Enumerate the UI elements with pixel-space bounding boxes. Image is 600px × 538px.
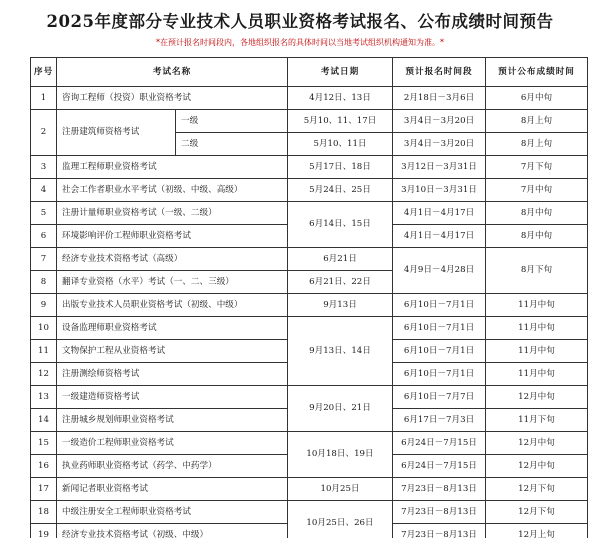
score-time: 12月上旬 bbox=[486, 524, 588, 538]
row-no: 19 bbox=[31, 524, 57, 538]
reg-period: 3月4日－3月20日 bbox=[393, 133, 486, 156]
table-row bbox=[31, 501, 588, 524]
exam-date: 10月25日、26日 bbox=[288, 501, 393, 538]
exam-name: 注册测绘师资格考试 bbox=[57, 363, 288, 386]
exam-date: 9月13日 bbox=[288, 294, 393, 317]
score-time: 11月中旬 bbox=[486, 363, 588, 386]
exam-name: 咨询工程师（投资）职业资格考试 bbox=[57, 87, 288, 110]
exam-level: 一级 bbox=[176, 110, 288, 133]
exam-name: 经济专业技术资格考试（初级、中级） bbox=[57, 524, 288, 538]
score-time: 8月上旬 bbox=[486, 110, 588, 133]
table-row bbox=[31, 179, 588, 202]
exam-name: 经济专业技术资格考试（高级） bbox=[57, 248, 288, 271]
row-no: 16 bbox=[31, 455, 57, 478]
reg-period: 6月10日－7月1日 bbox=[393, 340, 486, 363]
exam-date: 5月17日、18日 bbox=[288, 156, 393, 179]
row-no: 11 bbox=[31, 340, 57, 363]
row-no: 10 bbox=[31, 317, 57, 340]
reg-period: 6月17日－7月3日 bbox=[393, 409, 486, 432]
row-no: 13 bbox=[31, 386, 57, 409]
table-row bbox=[31, 478, 588, 501]
reg-period: 6月10日－7月1日 bbox=[393, 294, 486, 317]
row-no: 9 bbox=[31, 294, 57, 317]
row-no: 12 bbox=[31, 363, 57, 386]
reg-period: 4月1日－4月17日 bbox=[393, 202, 486, 225]
exam-name: 新闻记者职业资格考试 bbox=[57, 478, 288, 501]
score-time: 11月中旬 bbox=[486, 317, 588, 340]
row-no: 5 bbox=[31, 202, 57, 225]
exam-name: 中级注册安全工程师职业资格考试 bbox=[57, 501, 288, 524]
row-no: 3 bbox=[31, 156, 57, 179]
row-no: 2 bbox=[31, 110, 57, 156]
exam-name: 出版专业技术人员职业资格考试（初级、中级） bbox=[57, 294, 288, 317]
reg-period: 6月24日－7月15日 bbox=[393, 432, 486, 455]
exam-level: 二级 bbox=[176, 133, 288, 156]
exam-date: 6月21日 bbox=[288, 248, 393, 271]
exam-date: 10月25日 bbox=[288, 478, 393, 501]
row-no: 18 bbox=[31, 501, 57, 524]
table-header-row bbox=[31, 58, 588, 87]
score-time: 11月下旬 bbox=[486, 409, 588, 432]
exam-date: 5月24日、25日 bbox=[288, 179, 393, 202]
row-no: 7 bbox=[31, 248, 57, 271]
header-name: 考试名称 bbox=[57, 58, 288, 87]
exam-date: 6月21日、22日 bbox=[288, 271, 393, 294]
row-no: 15 bbox=[31, 432, 57, 455]
page-title: 2025年度部分专业技术人员职业资格考试报名、公布成绩时间预告 bbox=[46, 12, 554, 31]
reg-period: 6月24日－7月15日 bbox=[393, 455, 486, 478]
reg-period: 7月23日－8月13日 bbox=[393, 501, 486, 524]
header-reg: 预计报名时间段 bbox=[393, 58, 486, 87]
reg-period: 3月4日－3月20日 bbox=[393, 110, 486, 133]
exam-name: 文物保护工程从业资格考试 bbox=[57, 340, 288, 363]
exam-name: 注册计量师职业资格考试（一级、二级） bbox=[57, 202, 288, 225]
table-row bbox=[31, 87, 588, 110]
exam-name: 注册城乡规划师职业资格考试 bbox=[57, 409, 288, 432]
exam-schedule-table bbox=[30, 57, 588, 538]
exam-name: 环境影响评价工程师职业资格考试 bbox=[57, 225, 288, 248]
score-time: 8月上旬 bbox=[486, 133, 588, 156]
exam-date: 9月20日、21日 bbox=[288, 386, 393, 432]
table-row bbox=[31, 110, 588, 133]
table-row bbox=[31, 202, 588, 225]
exam-date: 4月12日、13日 bbox=[288, 87, 393, 110]
table-row bbox=[31, 294, 588, 317]
exam-name: 社会工作者职业水平考试（初级、中级、高级） bbox=[57, 179, 288, 202]
reg-period: 3月12日－3月31日 bbox=[393, 156, 486, 179]
score-time: 8月中旬 bbox=[486, 202, 588, 225]
reg-period: 3月10日－3月31日 bbox=[393, 179, 486, 202]
exam-name: 执业药师职业资格考试（药学、中药学） bbox=[57, 455, 288, 478]
row-no: 4 bbox=[31, 179, 57, 202]
score-time: 12月下旬 bbox=[486, 501, 588, 524]
header-date: 考试日期 bbox=[288, 58, 393, 87]
reg-period: 7月23日－8月13日 bbox=[393, 478, 486, 501]
exam-date: 5月10、11、17日 bbox=[288, 110, 393, 133]
reg-period: 6月10日－7月7日 bbox=[393, 386, 486, 409]
score-time: 12月下旬 bbox=[486, 478, 588, 501]
reg-period: 4月9日－4月28日 bbox=[393, 248, 486, 294]
score-time: 11月中旬 bbox=[486, 340, 588, 363]
table-row bbox=[31, 248, 588, 271]
exam-name: 翻译专业资格（水平）考试（一、二、三级） bbox=[57, 271, 288, 294]
table-row bbox=[31, 317, 588, 340]
reg-period: 6月10日－7月1日 bbox=[393, 317, 486, 340]
score-time: 7月中旬 bbox=[486, 179, 588, 202]
note-text: *在预计报名时间段内，各地组织报名的具体时间以当地考试组织机构通知为准。* bbox=[156, 38, 444, 47]
table-row bbox=[31, 156, 588, 179]
exam-name: 一级造价工程师职业资格考试 bbox=[57, 432, 288, 455]
row-no: 8 bbox=[31, 271, 57, 294]
row-no: 6 bbox=[31, 225, 57, 248]
reg-period: 6月10日－7月1日 bbox=[393, 363, 486, 386]
header-score: 预计公布成绩时间 bbox=[486, 58, 588, 87]
table-row bbox=[31, 432, 588, 455]
reg-period: 7月23日－8月13日 bbox=[393, 524, 486, 538]
score-time: 8月中旬 bbox=[486, 225, 588, 248]
score-time: 12月中旬 bbox=[486, 455, 588, 478]
row-no: 14 bbox=[31, 409, 57, 432]
header-no: 序号 bbox=[31, 58, 57, 87]
score-time: 12月中旬 bbox=[486, 432, 588, 455]
exam-name: 一级建造师资格考试 bbox=[57, 386, 288, 409]
exam-name: 设备监理师职业资格考试 bbox=[57, 317, 288, 340]
score-time: 7月下旬 bbox=[486, 156, 588, 179]
score-time: 12月中旬 bbox=[486, 386, 588, 409]
exam-date: 5月10、11日 bbox=[288, 133, 393, 156]
table-row bbox=[31, 386, 588, 409]
exam-date: 9月13日、14日 bbox=[288, 317, 393, 386]
score-time: 8月下旬 bbox=[486, 248, 588, 294]
exam-date: 6月14日、15日 bbox=[288, 202, 393, 248]
row-no: 1 bbox=[31, 87, 57, 110]
score-time: 6月中旬 bbox=[486, 87, 588, 110]
exam-name: 注册建筑师资格考试 bbox=[57, 110, 176, 156]
row-no: 17 bbox=[31, 478, 57, 501]
score-time: 11月中旬 bbox=[486, 294, 588, 317]
reg-period: 4月1日－4月17日 bbox=[393, 225, 486, 248]
reg-period: 2月18日－3月6日 bbox=[393, 87, 486, 110]
exam-date: 10月18日、19日 bbox=[288, 432, 393, 478]
exam-name: 监理工程师职业资格考试 bbox=[57, 156, 288, 179]
